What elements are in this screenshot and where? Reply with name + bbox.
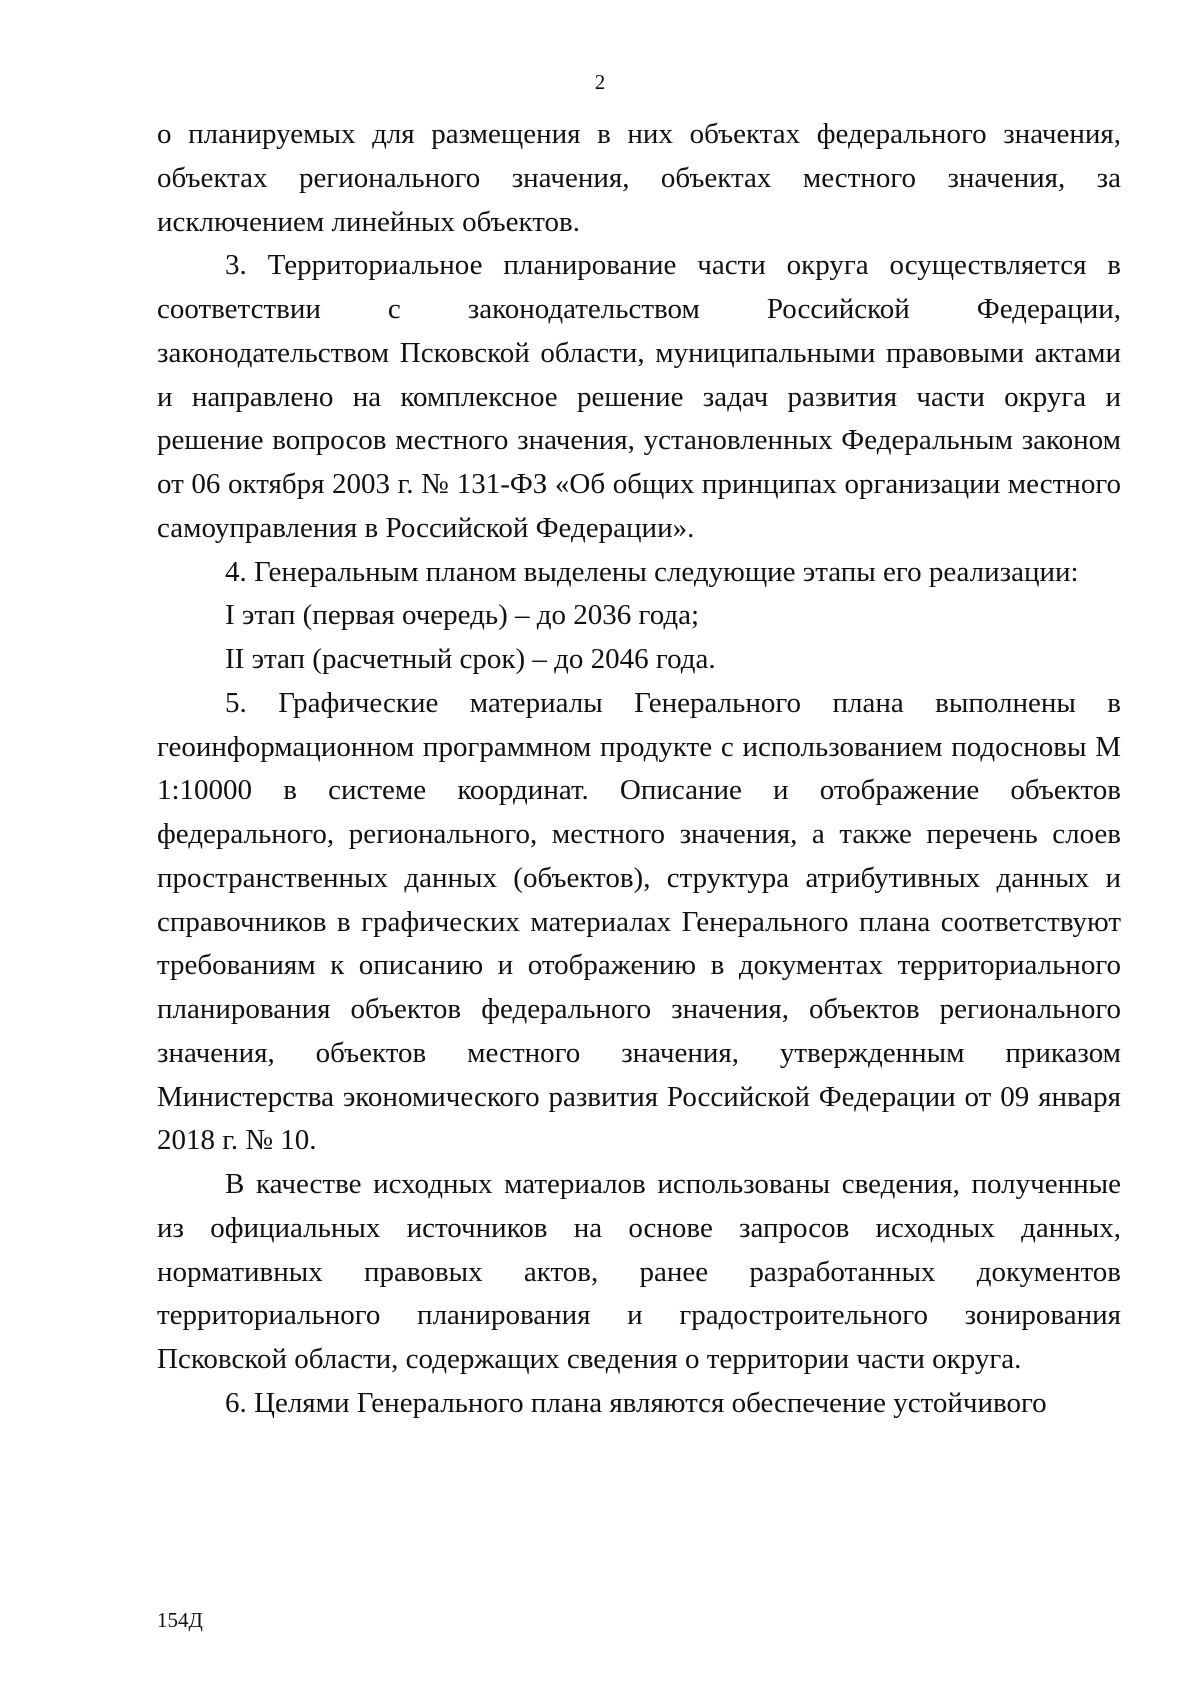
paragraph-source-materials: В качестве исходных материалов использованы сведения, полученные из официальных источников на основе запросов исходных данных, нормативных правовых актов, ранее разработанных документов территориального планирования и градостроительного зонирования Псковской области, содержащих сведения о территории части округа. (157, 1168, 1121, 1375)
paragraph-item-3: 3. Территориальное планирование части округа осуществляется в соответствии с законодательством Российской Федерации, законодательством Псковской области, муниципальными правовыми актами и направлено на комплексное решение задач развития части округа и решение вопросов местного значения, установленных Федеральным законом от 06 октября 2003 г. № 131-ФЗ «Об общих принципах организации местного самоуправления в Российской Федерации». (157, 249, 1121, 544)
paragraph-item-5: 5. Графические материалы Генерального плана выполнены в геоинформационном программном продукте с использованием подосновы М 1:10000 в системе координат. Описание и отображение объектов федерального, регионального, местного значения, а также перечень слоев пространственных данных (объектов), структура атрибутивных данных и справочников в графических материалах Генерального плана соответствуют требованиям к описанию и отображению в документах территориального планирования объектов федерального значения, объектов регионального значения, объектов местного значения, утвержденным приказом Министерства экономического развития Российской Федерации от 09 января 2018 г. № 10. (157, 686, 1121, 1157)
page-number: 2 (594, 70, 606, 94)
paragraph-continuation: о планируемых для размещения в них объектах федерального значения, объектах регионального значения, объектах местного значения, за исключением линейных объектов. (157, 118, 1121, 238)
paragraph-item-4: 4. Генеральным планом выделены следующие этапы его реализации: (225, 555, 1079, 588)
paragraph-item-6: 6. Целями Генерального плана являются обеспечение устойчивого (225, 1386, 1047, 1419)
document-body (157, 113, 1121, 1426)
stage-1-line: I этап (первая очередь) – до 2036 года; (225, 599, 700, 632)
document-code: 154Д (157, 1608, 203, 1632)
stage-2-line: II этап (расчетный срок) – до 2046 года. (225, 643, 716, 675)
